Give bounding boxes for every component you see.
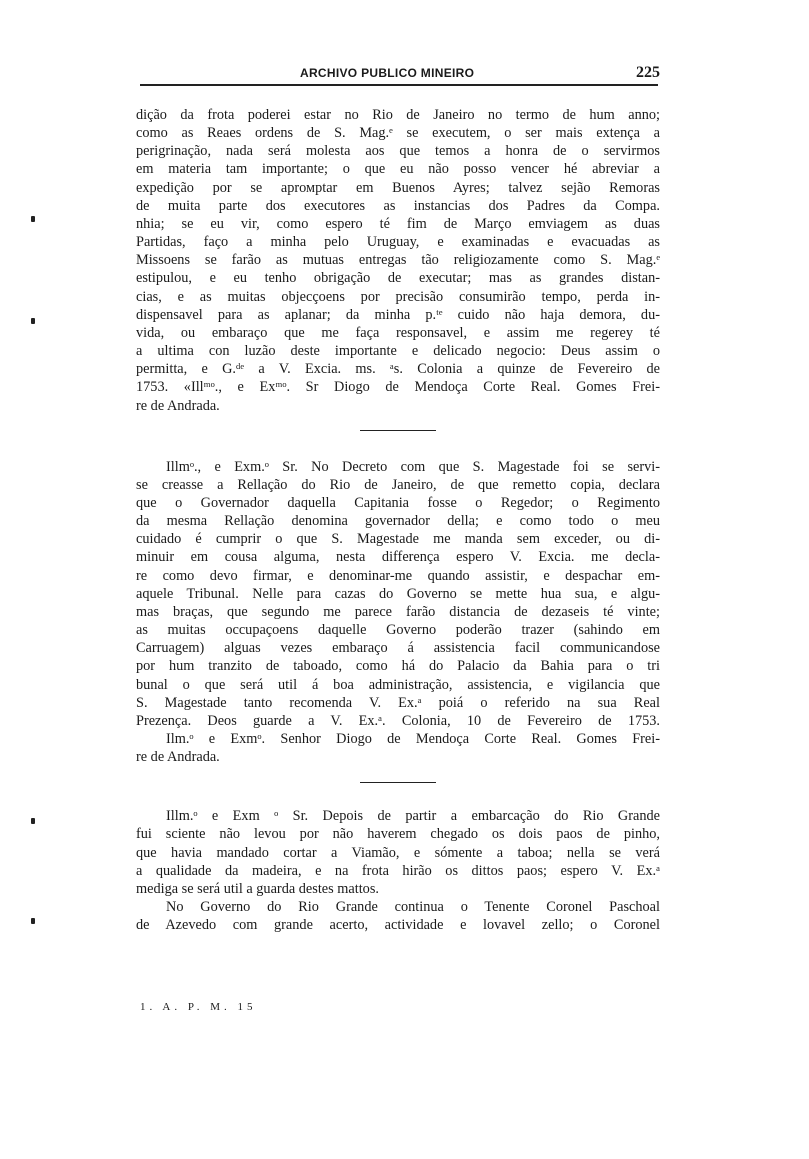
letter-1 (136, 106, 660, 415)
text-line: cuidado é cumprir o que S. Magestade me manda sem exceder, ou di- (136, 531, 660, 548)
header-title: ARCHIVO PUBLICO MINEIRO (300, 66, 475, 80)
text-line: como as Reaes ordens de S. Mag.ᵉ se executem, o ser mais extença a (136, 125, 660, 142)
page-number: 225 (636, 64, 660, 81)
text-line: re de Andrada. (136, 749, 220, 766)
text-line: permitta, e G.ᵈᵉ a V. Excia. ms. ᵃs. Colonia a quinze de Fevereiro de (136, 361, 660, 378)
text-line: que o Governador daquella Capitania fosse o Regedor; o Regimento (136, 494, 660, 511)
text-line: cias, e as muitas objecçoens por precisão consumirão tempo, perda in- (136, 288, 660, 305)
header-rule (140, 84, 658, 86)
margin-mark (31, 318, 35, 324)
text-line: mas braças, que segundo me parece farão distancia de dezaseis té vinte; (136, 603, 660, 620)
body-text (136, 106, 660, 934)
text-line: Ilm.ᵒ e Exmᵒ. Senhor Diogo de Mendoça Corte Real. Gomes Frei- (166, 731, 660, 747)
text-line: da mesma Rellação denomina governador della; e como todo o meu (136, 513, 660, 530)
text-line: 1753. «Illᵐᵒ., e Exᵐᵒ. Sr Diogo de Mendoça Corte Real. Gomes Frei- (136, 379, 660, 396)
text-line: nhia; se eu vir, como espero té fim de Março emviagem as duas (136, 215, 660, 232)
letter-2 (136, 458, 660, 767)
text-line: minuir em cousa alguma, nesta differença espero V. Excia. me decla- (136, 549, 660, 566)
text-line: as muitas occupaçoens daquelle Governo poderão trazer (sahindo em (136, 622, 660, 639)
text-line: a ultima con luzão deste importante e delicado negocio: Deus assim o (136, 343, 660, 360)
text-line: S. Magestade tanto recomenda V. Ex.ᵃ poiá o referido na sua Real (136, 694, 660, 711)
text-line: dispensavel para as aplanar; da minha p.ᵗᵉ cuido não haja demora, du- (136, 306, 660, 323)
text-line: vida, ou embaraço que me faça responsavel, e assim me regerey té (136, 324, 660, 341)
text-line: re de Andrada. (136, 397, 220, 414)
text-line: aquele Tribunal. Nelle para cazas do Governo se mette hua sua, e algu- (136, 585, 660, 602)
margin-mark (31, 818, 35, 824)
margin-mark (31, 216, 35, 222)
text-line: expedição por se aprомptar em Buenos Ayres; talvez sejão Remoras (136, 179, 660, 196)
text-line: No Governo do Rio Grande continua o Tenente Coronel Paschoal (166, 899, 660, 916)
text-line: fui sciente não levou por não haverem chegado os dois paos de pinho, (136, 826, 660, 843)
letter-3 (136, 807, 660, 934)
margin-mark (31, 918, 35, 924)
text-line: Partidas, faço a minha pelo Uruguay, e examinadas e evacuadas as (136, 234, 660, 251)
text-line: bunal o que será util á boa administração, assistencia, e vigilancia que (136, 676, 660, 693)
text-line: perigrinação, nada será molesta aos que temos a honra de o servirmos (136, 143, 660, 160)
text-line: Prezença. Deos guarde a V. Ex.ᵃ. Colonia, 10 de Fevereiro de 1753. (136, 712, 660, 729)
text-line: de Azevedo com grande acerto, actividade e lovavel zello; o Coronel (136, 917, 660, 934)
text-line: Illm.ᵒ e Exm ᵒ Sr. Depois de partir a embarcação do Rio Grande (166, 808, 660, 825)
running-header (140, 66, 660, 86)
text-line: se creasse a Rellação do Rio de Janeiro, de que remetto copia, declara (136, 476, 660, 493)
text-line: re como devo firmar, e denominar-me quando assistir, e despachar em- (136, 567, 660, 584)
text-line: por hum tranzito de taboado, como há do Palacio da Bahia para o tri (136, 658, 660, 675)
text-line: Carruagem) alguas vezes embaraço á assistencia facil communicandose (136, 640, 660, 657)
text-line: a qualidade da madeira, e na frota hirão os dittos paos; espero V. Ex.ᵃ (136, 862, 660, 879)
text-line: estipulou, e eu tenho obrigação de executar; mas as grandes distan- (136, 270, 660, 287)
text-line: em materia tam importante; o que eu não posso vencer hé abreviar a (136, 161, 660, 178)
text-line: mediga se será util a guarda destes mattos. (136, 880, 379, 897)
signature-mark: 1. A. P. M. 15 (140, 1001, 257, 1013)
text-line: dição da frota poderei estar no Rio de Janeiro no termo de hum anno; (136, 107, 660, 123)
text-line: Missoens se farão as mutuas entregas tão religiozamente como S. Mag.ᵉ (136, 252, 660, 269)
text-line: que havia mandado cortar a Viamão, e sómente a taboa; nella se verá (136, 844, 660, 861)
text-line: de muita parte dos executores as instancias dos Padres da Compa. (136, 197, 660, 214)
text-line: Illmᵒ., e Exm.ᵒ Sr. No Decreto com que S. Magestade foi se servi- (166, 458, 660, 475)
